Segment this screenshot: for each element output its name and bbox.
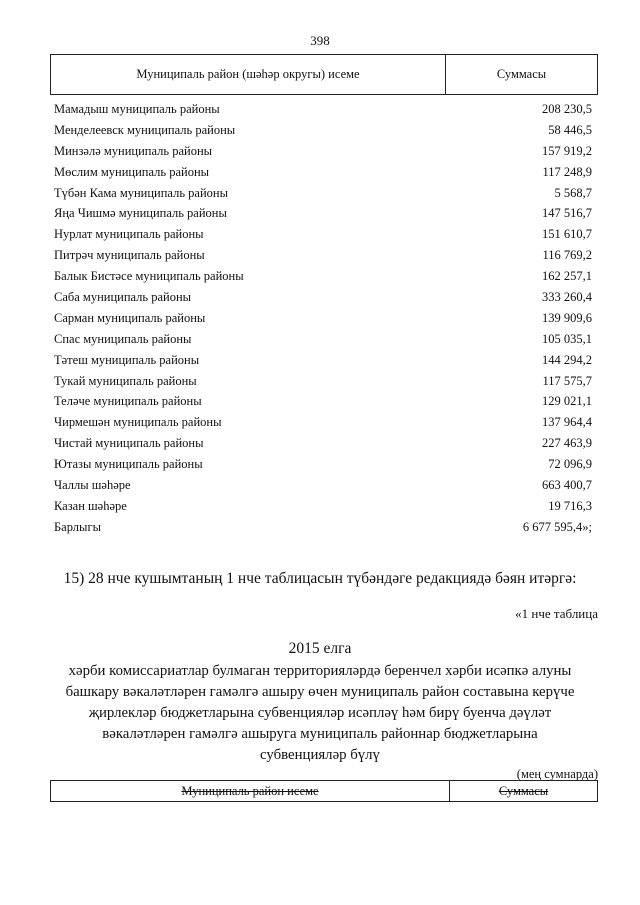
- row-district: Балык Бистәсе муниципаль районы: [54, 269, 244, 284]
- row-district: Теләче муниципаль районы: [54, 394, 202, 409]
- table-row: [54, 224, 592, 245]
- table-row: [54, 475, 592, 496]
- table-row: [54, 245, 592, 266]
- row-district: Ютазы муниципаль районы: [54, 457, 203, 472]
- row-amount: 5 568,7: [554, 185, 592, 200]
- table-row: [54, 141, 592, 162]
- caption-line: субвенцияләр бүлү: [260, 747, 380, 763]
- table-row: [54, 496, 592, 517]
- row-district: Казан шәһәре: [54, 498, 127, 513]
- row-district: Спас муниципаль районы: [54, 331, 192, 346]
- row-amount: 144 294,2: [542, 352, 592, 367]
- table-row: [54, 433, 592, 454]
- row-district: Чирмешән муниципаль районы: [54, 415, 222, 430]
- table-row: [54, 120, 592, 141]
- row-amount: 6 677 595,4»;: [522, 519, 592, 534]
- paragraph-15: 15) 28 нче кушымтаның 1 нче таблицасын түбәндәге редакциядә бәян итәргә:: [63, 570, 577, 587]
- table1-col-district: Муниципаль район (шәһәр округы) исеме: [51, 55, 446, 94]
- row-amount: 105 035,1: [542, 331, 592, 346]
- caption-line: хәрби комиссариатлар булмаган территорияләрдә беренчел хәрби исәпкә алуны: [68, 663, 572, 679]
- row-amount: 72 096,9: [548, 457, 592, 472]
- table-row-total: [54, 517, 592, 538]
- row-district: Сарман муниципаль районы: [54, 310, 206, 325]
- row-amount: 19 716,3: [548, 498, 592, 513]
- caption-line: вәкаләтләрен гамәлгә ашыруга муниципаль районнар бюджетларына: [102, 726, 538, 742]
- table-row: [54, 266, 592, 287]
- row-amount: 58 446,5: [548, 122, 592, 137]
- table2-col-amount-label: Суммасы: [498, 783, 549, 798]
- row-amount: 117 575,7: [542, 373, 592, 388]
- row-amount: 663 400,7: [542, 478, 592, 493]
- table2-col-district-label: Муниципаль район исеме: [181, 783, 319, 798]
- table1-body: [54, 99, 592, 538]
- table-row: [54, 162, 592, 183]
- row-amount: 117 248,9: [542, 164, 592, 179]
- table-caption: [60, 661, 580, 766]
- table2-col-amount: [450, 781, 597, 801]
- row-district: Мамадыш муниципаль районы: [54, 102, 220, 116]
- table-row: [54, 183, 592, 204]
- row-amount: 333 260,4: [542, 290, 592, 305]
- table-row: [54, 99, 592, 120]
- table-row: [54, 350, 592, 371]
- row-district: Менделеевск муниципаль районы: [54, 122, 236, 137]
- row-district: Түбән Кама муниципаль районы: [54, 185, 228, 200]
- row-amount: 147 516,7: [542, 206, 592, 221]
- row-amount: 162 257,1: [542, 269, 592, 284]
- row-amount: 139 909,6: [542, 310, 592, 325]
- table2-col-district: [51, 781, 450, 801]
- table1-col-amount: Суммасы: [496, 67, 547, 81]
- row-district: Питрәч муниципаль районы: [54, 248, 205, 263]
- table-row: [54, 454, 592, 475]
- year-heading: 2015 елга: [288, 640, 352, 657]
- table2-header: [50, 780, 598, 802]
- row-district: Нурлат муниципаль районы: [54, 227, 204, 242]
- table-row: [54, 412, 592, 433]
- row-district: Тукай муниципаль районы: [54, 373, 197, 388]
- row-district: Чаллы шәһәре: [54, 478, 131, 493]
- table-row: [54, 203, 592, 224]
- row-district: Мөслим муниципаль районы: [54, 164, 210, 179]
- row-amount: 151 610,7: [542, 227, 592, 242]
- table-row: [54, 371, 592, 392]
- row-district: Минзәлә муниципаль районы: [54, 143, 213, 158]
- row-district: Яңа Чишмә муниципаль районы: [54, 206, 227, 221]
- row-district: Чистай муниципаль районы: [54, 436, 204, 451]
- table-row: [54, 287, 592, 308]
- row-district: Барлыгы: [54, 519, 101, 534]
- row-amount: 116 769,2: [542, 248, 592, 263]
- row-district: Саба муниципаль районы: [54, 290, 192, 305]
- table-row: [54, 308, 592, 329]
- row-amount: 129 021,1: [542, 394, 592, 409]
- row-amount: 137 964,4: [542, 415, 592, 430]
- row-amount: 208 230,5: [542, 102, 592, 116]
- units-note: (мең сумнарда): [516, 767, 598, 781]
- caption-line: җирлекләр бюджетларына субвенцияләр исәпләү һәм бирү буенча дәүләт: [88, 705, 552, 721]
- caption-line: башкару вәкаләтләрен гамәлгә ашыру өчен муниципаль район составына керүче: [65, 684, 575, 700]
- table-reference: «1 нче таблица: [515, 606, 598, 621]
- row-district: Тәтеш муниципаль районы: [54, 352, 200, 367]
- row-amount: 157 919,2: [542, 143, 592, 158]
- table-row: [54, 329, 592, 350]
- table-row: [54, 391, 592, 412]
- table1-header: [50, 54, 598, 95]
- page-number: 398: [310, 33, 330, 48]
- row-amount: 227 463,9: [542, 436, 592, 451]
